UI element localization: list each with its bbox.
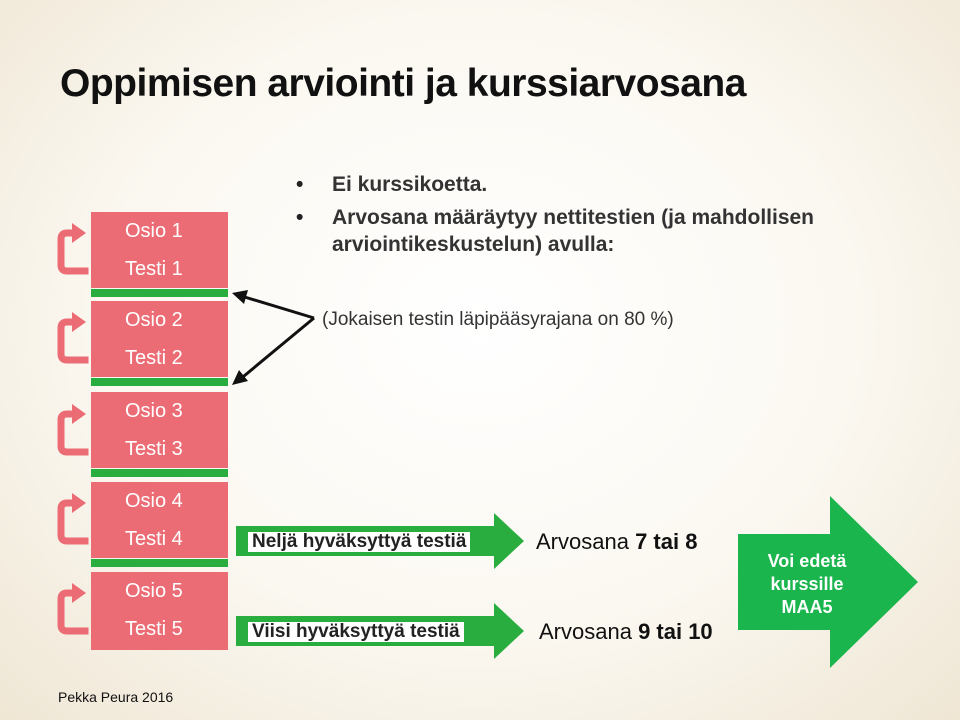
hook-arrow-icon	[55, 489, 89, 551]
grade-prefix: Arvosana	[539, 619, 639, 644]
module-1-testi: Testi 1	[125, 258, 183, 280]
author-footer: Pekka Peura 2016	[58, 689, 174, 705]
module-3-testi: Testi 3	[125, 438, 183, 460]
grade-prefix: Arvosana	[536, 529, 636, 554]
slide-title: Oppimisen arviointi ja kurssiarvosana	[60, 62, 746, 105]
bullet-grade-rule: • Arvosana määräytyy nettitestien (ja mahdollisen arviointikeskustelun) avulla:	[296, 204, 872, 258]
grade-7-8	[536, 529, 697, 555]
module-1-osio: Osio 1	[125, 220, 183, 242]
hook-arrow-icon	[55, 579, 89, 641]
connector-arrows-icon	[228, 285, 323, 390]
grade-value: 9 tai 10	[638, 619, 713, 644]
module-1-pass-bar	[91, 289, 228, 297]
module-4-pass-bar	[91, 559, 228, 567]
module-3-osio: Osio 3	[125, 400, 183, 422]
next-course-label: Voi edetä kurssille MAA5	[767, 551, 847, 617]
module-5	[91, 572, 228, 650]
bullet-list	[296, 171, 872, 264]
hook-arrow-icon	[55, 219, 89, 281]
module-4	[91, 482, 228, 558]
module-2-pass-bar	[91, 378, 228, 386]
module-2-testi: Testi 2	[125, 347, 183, 369]
hook-arrow-icon	[55, 308, 89, 370]
four-passed-label: Neljä hyväksyttyä testiä	[248, 532, 470, 552]
module-3-pass-bar	[91, 469, 228, 477]
module-4-testi: Testi 4	[125, 528, 183, 550]
module-3	[91, 392, 228, 468]
hook-arrow-icon	[55, 400, 89, 462]
module-2-osio: Osio 2	[125, 309, 183, 331]
module-1	[91, 212, 228, 288]
module-5-testi: Testi 5	[125, 618, 183, 640]
module-2	[91, 301, 228, 377]
module-4-osio: Osio 4	[125, 490, 183, 512]
module-5-osio: Osio 5	[125, 580, 183, 602]
grade-value: 7 tai 8	[635, 529, 698, 554]
grade-9-10	[539, 619, 713, 645]
pass-threshold-note: (Jokaisen testin läpipääsyrajana on 80 %)	[322, 309, 674, 330]
bullet-no-exam: • Ei kurssikoetta.	[296, 171, 872, 198]
five-passed-label: Viisi hyväksyttyä testiä	[248, 622, 464, 642]
